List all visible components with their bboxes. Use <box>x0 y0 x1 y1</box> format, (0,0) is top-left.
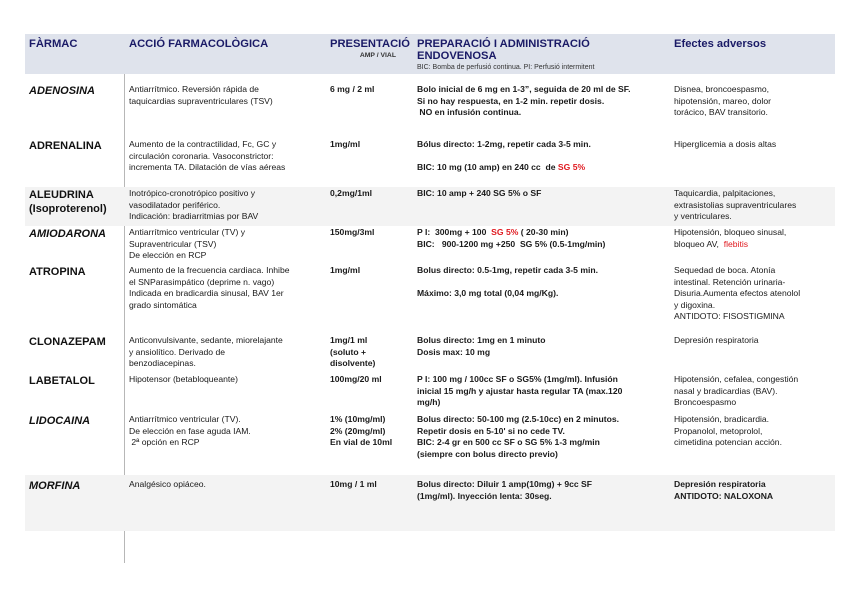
effects-cell <box>670 373 835 413</box>
action-line: Inotrópico-cronotrópico positivo y <box>129 188 256 198</box>
spacer <box>417 277 667 288</box>
effects-line: Propanolol, metoprolol, <box>674 425 763 436</box>
header-presentacio-title: PRESENTACIÓ <box>330 38 410 50</box>
prep-text: ( 20-30 min) <box>518 227 569 237</box>
drug-name: ADRENALINA <box>29 140 102 152</box>
table-row <box>25 187 835 226</box>
prep-line: inicial 15 mg/h y ajustar hasta regular TA (max.120 <box>417 385 623 396</box>
effects-line: hipotensión, mareo, dolor <box>674 95 771 106</box>
prep-text: BIC: 10 mg (10 amp) en 240 cc de <box>417 161 558 172</box>
effects-cell <box>670 334 835 373</box>
action-line: De elección en RCP <box>129 250 207 261</box>
header-preparacio-sub: BIC: Bomba de perfusió continua. PI: Perfusió intermitent <box>417 64 595 71</box>
highlight-text: SG 5% <box>491 227 519 237</box>
header-presentacio-sub: AMP / VIAL <box>359 52 396 59</box>
effects-line: Disuria.Aumenta efectos atenolol <box>674 288 801 299</box>
drug-name: LABETALOL <box>29 375 95 387</box>
action-cell <box>125 74 326 138</box>
effects-line: nasal y bradicardias (BAV). <box>674 385 778 396</box>
prep-line: (siempre con bolus directo previo) <box>417 448 558 459</box>
header-farmac: FÀRMAC <box>25 34 125 74</box>
prep-line: (1mg/ml). Inyección lenta: 30seg. <box>417 490 552 501</box>
drug-name-line: ALEUDRINA <box>29 189 94 201</box>
prep-line: BIC: 900-1200 mg +250 SG 5% (0.5-1mg/min) <box>417 238 606 249</box>
prep-line: Bolus directo: 1mg en 1 minuto <box>417 335 546 345</box>
presentation-line: 2% (20mg/ml) <box>330 425 386 436</box>
presentation-cell <box>326 413 413 475</box>
presentation-cell <box>326 187 413 226</box>
prep-line <box>417 162 667 174</box>
prep-cell <box>413 187 670 226</box>
effects-line: ANTIDOTO: FISOSTIGMINA <box>674 311 785 322</box>
action-cell <box>125 475 326 531</box>
drug-name: ATROPINA <box>29 266 86 278</box>
effects-line: Broncoespasmo <box>674 397 737 408</box>
action-line: Analgésico opiáceo. <box>129 479 206 489</box>
presentation-line: 10mg / 1 ml <box>330 479 377 489</box>
effects-line: Depresión respiratoria <box>674 335 759 345</box>
action-line: grado sintomática <box>129 299 197 310</box>
action-line: Antiarrítmico ventricular (TV) y <box>129 227 246 237</box>
action-line: incrementa TA. Dilatación de vías aéreas <box>129 162 286 173</box>
header-preparacio <box>413 34 670 74</box>
action-line: Indicada en bradicardia sinusal, BAV 1er <box>129 288 284 299</box>
effects-line: Disnea, broncoespasmo, <box>674 84 770 94</box>
action-line: Anticonvulsivante, sedante, miorelajante <box>129 335 283 345</box>
effects-line: Sequedad de boca. Atonía <box>674 265 776 275</box>
effects-cell <box>670 74 835 138</box>
table-row <box>25 475 835 531</box>
prep-cell <box>413 226 670 264</box>
presentation-line: 1mg/ml <box>330 265 361 275</box>
prep-cell <box>413 264 670 334</box>
action-line: Aumento de la contractilidad, Fc, GC y <box>129 139 277 149</box>
prep-line: Bolo inicial de 6 mg en 1-3”, seguida de 20 ml de SF. <box>417 84 631 94</box>
action-cell <box>125 187 326 226</box>
action-line: y ansiolítico. Derivado de <box>129 346 226 357</box>
header-efectes: Efectes adversos <box>670 34 835 74</box>
action-cell <box>125 264 326 334</box>
presentation-line: En vial de 10ml <box>330 437 393 448</box>
drug-name <box>25 187 125 226</box>
table-row <box>25 334 835 373</box>
prep-line: mg/h) <box>417 397 441 408</box>
prep-cell <box>413 413 670 475</box>
drug-name: CLONAZEPAM <box>29 336 106 348</box>
prep-text: P I: 300mg + 100 <box>417 227 492 237</box>
action-cell <box>125 373 326 413</box>
drug-name-line: (Isoproterenol) <box>29 203 107 215</box>
prep-cell <box>413 373 670 413</box>
action-line: benzodiacepinas. <box>129 358 196 369</box>
prep-line: Bolus directo: 0.5-1mg, repetir cada 3-5 min. <box>417 265 598 275</box>
effects-line: Hipotensión, bradicardia. <box>674 414 770 424</box>
effects-line: Hiperglicemia a dosis altas <box>674 139 777 149</box>
presentation-line: 0,2mg/1ml <box>330 188 373 198</box>
prep-cell <box>413 475 670 531</box>
effects-line: ANTIDOTO: NALOXONA <box>674 490 774 501</box>
prep-line: Bolus directo: Diluir 1 amp(10mg) + 9cc SF <box>417 479 593 489</box>
prep-line: Repetir dosis en 5-10' si no cede TV. <box>417 425 565 436</box>
table-row <box>25 226 835 264</box>
header-accio: ACCIÓ FARMACOLÒGICA <box>125 34 326 74</box>
presentation-line: 6 mg / 2 ml <box>330 84 375 94</box>
action-cell <box>125 138 326 187</box>
table-row <box>25 264 835 334</box>
effects-line: torácico, BAV transitorio. <box>674 107 768 118</box>
presentation-line: (soluto + <box>330 346 367 357</box>
presentation-cell <box>326 138 413 187</box>
prep-line: Bolus directo: 50-100 mg (2.5-10cc) en 2 minutos. <box>417 414 620 424</box>
effects-line: extrasistolias supraventriculares <box>674 199 797 210</box>
effects-line: intestinal. Retención urinaria- <box>674 276 786 287</box>
effects-line: cimetidina potencian acción. <box>674 437 782 448</box>
table-row <box>25 74 835 138</box>
drug-name: ADENOSINA <box>29 85 96 97</box>
action-line: Aumento de la frecuencia cardiaca. Inhibe <box>129 265 290 275</box>
presentation-cell <box>326 226 413 264</box>
presentation-cell <box>326 334 413 373</box>
header-presentacio <box>326 34 413 74</box>
effects-line: Depresión respiratoria <box>674 479 766 489</box>
presentation-cell <box>326 475 413 531</box>
action-line: De elección en fase aguda IAM. <box>129 425 251 436</box>
prep-line: BIC: 2-4 gr en 500 cc SF o SG 5% 1-3 mg/min <box>417 437 600 448</box>
action-line: Hipotensor (betabloqueante) <box>129 374 238 384</box>
effects-cell <box>670 187 835 226</box>
header-row <box>25 34 835 74</box>
action-line: circulación coronaria. Vasoconstrictor: <box>129 150 274 161</box>
highlight-text: flebitis <box>723 238 749 249</box>
effects-cell <box>670 264 835 334</box>
action-cell <box>125 334 326 373</box>
effects-cell <box>670 226 835 264</box>
action-line: taquicardias supraventriculares (TSV) <box>129 95 273 106</box>
spacer <box>417 151 667 162</box>
effects-text: bloqueo AV, <box>674 238 724 249</box>
presentation-line: 1mg/ml <box>330 139 361 149</box>
prep-line: Máximo: 3,0 mg total (0,04 mg/Kg). <box>417 287 559 298</box>
effects-line: y ventriculares. <box>674 211 732 222</box>
table-row <box>25 413 835 475</box>
presentation-line: 100mg/20 ml <box>330 374 382 384</box>
drug-name: AMIODARONA <box>29 228 106 240</box>
prep-line: BIC: 10 amp + 240 SG 5% o SF <box>417 188 542 198</box>
presentation-cell <box>326 264 413 334</box>
prep-line <box>417 227 667 239</box>
effects-cell <box>670 475 835 531</box>
effects-cell <box>670 138 835 187</box>
action-line: el SNParasimpático (deprime n. vago) <box>129 276 275 287</box>
presentation-line: 1mg/1 ml <box>330 335 368 345</box>
effects-cell <box>670 413 835 475</box>
drug-name: LIDOCAINA <box>29 415 91 427</box>
action-line: vasodilatador periférico. <box>129 199 221 210</box>
presentation-line: disolvente) <box>330 358 376 369</box>
prep-cell <box>413 138 670 187</box>
prep-line: NO en infusión continua. <box>417 107 522 118</box>
effects-line: Hipotensión, bloqueo sinusal, <box>674 227 787 237</box>
prep-line: P I: 100 mg / 100cc SF o SG5% (1mg/ml). Infusión <box>417 374 618 384</box>
action-line: Indicación: bradiarritmias por BAV <box>129 211 259 222</box>
prep-line: Si no hay respuesta, en 1-2 min. repetir dosis. <box>417 95 605 106</box>
presentation-line: 150mg/3ml <box>330 227 375 237</box>
drug-table <box>25 34 835 531</box>
presentation-cell <box>326 74 413 138</box>
presentation-line: 1% (10mg/ml) <box>330 414 386 424</box>
prep-line: Dosis max: 10 mg <box>417 346 491 357</box>
header-preparacio-title: PREPARACIÓ I ADMINISTRACIÓ ENDOVENOSA <box>417 38 590 62</box>
prep-cell <box>413 74 670 138</box>
action-cell <box>125 413 326 475</box>
effects-line <box>674 239 832 251</box>
effects-line: y digoxina. <box>674 299 716 310</box>
table-row <box>25 138 835 187</box>
action-line: 2ª opción en RCP <box>129 437 200 448</box>
effects-line: Hipotensión, cefalea, congestión <box>674 374 799 384</box>
prep-line: Bólus directo: 1-2mg, repetir cada 3-5 min. <box>417 139 591 149</box>
effects-line: Taquicardia, palpitaciones, <box>674 188 776 198</box>
action-line: Supraventricular (TSV) <box>129 238 217 249</box>
drug-name: MORFINA <box>25 475 125 531</box>
action-line: Antiarrítmico ventricular (TV). <box>129 414 241 424</box>
prep-cell <box>413 334 670 373</box>
table-row <box>25 373 835 413</box>
action-line: Antiarrítmico. Reversión rápida de <box>129 84 259 94</box>
highlight-text: SG 5% <box>557 161 586 172</box>
action-cell <box>125 226 326 264</box>
presentation-cell <box>326 373 413 413</box>
